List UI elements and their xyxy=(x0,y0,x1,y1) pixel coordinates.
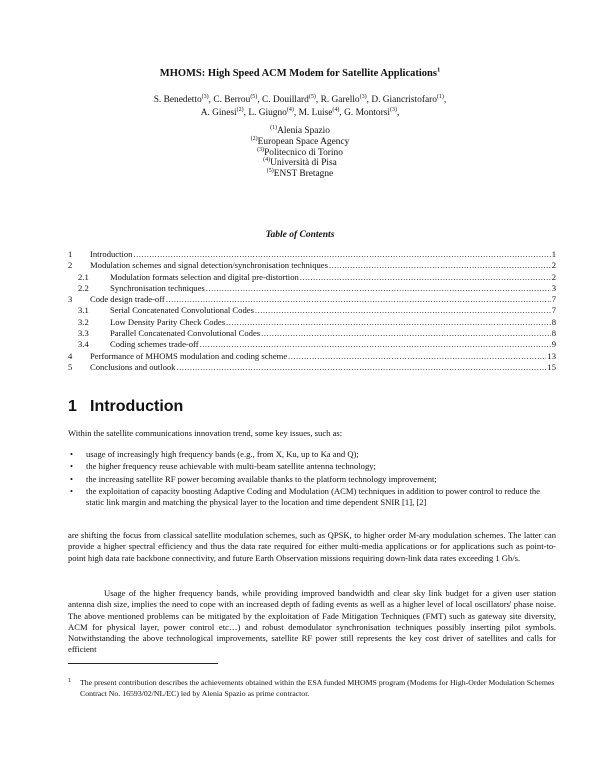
affiliation-name: Alenia Spazio xyxy=(277,126,330,136)
table-of-contents xyxy=(68,249,556,373)
affiliation-marker: (1) xyxy=(436,93,444,100)
affiliation-item xyxy=(0,169,600,180)
bullet-text: the exploitation of capacity boosting Adaptive Coding and Modulation (ACM) techniques in addition to power control to reduce the static link margin and matching the physical layer to the location and time dependent SNIR [1], [2] xyxy=(86,485,540,508)
toc-entry-title: Conclusions and outlook xyxy=(90,361,176,372)
paper-title xyxy=(0,68,600,79)
section-title: Introduction xyxy=(90,398,184,415)
toc-leader-dots xyxy=(288,351,546,362)
affiliation-name: European Space Agency xyxy=(257,136,350,147)
toc-entry-title: Serial Concatenated Convolutional Codes xyxy=(110,305,254,316)
toc-leader-dots xyxy=(166,294,551,305)
affiliation-marker: (2) xyxy=(250,135,258,142)
toc-entry-title: Performance of MHOMS modulation and coding scheme xyxy=(90,350,288,361)
affiliation-marker: (3) xyxy=(359,93,367,100)
toc-entry-number: 3 xyxy=(68,294,73,305)
author-list xyxy=(0,94,600,120)
affiliation-item xyxy=(0,148,600,159)
toc-entry[interactable] xyxy=(68,294,556,305)
toc-entry-number: 3.1 xyxy=(78,305,89,316)
bullet-icon: • xyxy=(70,449,74,459)
footnote-text: The present contribution describes the achievements obtained within the ESA funded MHOMS program (Modems for High-Order Modulation Schemes Contract No. 16593/02/NL/EC) led by Alenia Spazio as prime contractor. xyxy=(80,678,555,698)
toc-entry-title: Parallel Concatenated Convolutional Codes xyxy=(110,328,261,339)
footnote xyxy=(68,678,556,699)
toc-entry-number: 2.2 xyxy=(78,282,89,293)
toc-entry[interactable] xyxy=(68,362,556,373)
bullet-item xyxy=(68,474,556,485)
affiliation-item xyxy=(0,158,600,169)
affiliation-marker: (5) xyxy=(308,93,316,100)
toc-entry-title: Modulation schemes and signal detection/synchronisation techniques xyxy=(90,260,328,271)
toc-entry-page: 13 xyxy=(547,350,556,361)
toc-entry-page: 8 xyxy=(551,316,556,327)
bullet-item xyxy=(68,449,556,460)
toc-entry[interactable] xyxy=(68,339,556,350)
intro-paragraph: Within the satellite communications innovation trend, some key issues, such as: xyxy=(68,428,343,438)
affiliation-marker: (1) xyxy=(270,124,278,131)
footnote-mark: 1 xyxy=(68,678,71,684)
toc-entry-number: 3.2 xyxy=(78,316,89,327)
affiliation-marker: (4) xyxy=(263,157,271,164)
toc-leader-dots xyxy=(226,317,551,328)
affiliation-marker: (4) xyxy=(332,106,340,113)
toc-title: Table of Contents xyxy=(265,230,335,240)
toc-entry[interactable] xyxy=(68,351,556,362)
body-paragraph-3: Usage of the higher frequency bands, while providing improved bandwidth and clear sky link budget for a given user station antenna dish size, implies the need to cope with an increased depth of fading events as well as a higher level of local oscillators' phase noise. The above mentioned problems can be mitigated by the exploitation of Fade Mitigation Techniques (FMT) such as gateway site diversity, ACM for physical layer, power control etc…) and robust demodulator synchronisation techniques possibly inserting pilot symbols. Notwithstanding the above technological improvements, satellite RF power still represents the key cost driver of satellites and calls for efficient xyxy=(68,588,556,655)
author-line-2: A. Ginesi$^{(2)}$, L. Giugno$^{(4)}$, M. Luise$^{(4)}$, G. Montorsi$^{(3)}$, xyxy=(200,106,400,118)
affiliation-marker: (3) xyxy=(201,93,209,100)
toc-entry-number: 5 xyxy=(68,361,73,372)
toc-entry-page: 1 xyxy=(551,249,556,259)
affiliation-item xyxy=(0,126,600,137)
toc-entry-title: Low Density Parity Check Codes xyxy=(110,316,226,327)
toc-entry-title: Synchronisation techniques xyxy=(110,282,205,293)
bullet-icon: • xyxy=(70,461,74,472)
toc-entry[interactable] xyxy=(68,305,556,316)
author-line-1: S. Benedetto$^{(3)}$, C. Berrou$^{(5)}$, C. Douillard$^{(5)}$, R. Garello$^{(3)}$, D. Giancristofaro$^{(1)}$, xyxy=(153,93,447,105)
toc-leader-dots xyxy=(255,305,551,316)
toc-leader-dots xyxy=(176,362,546,373)
toc-entry-number: 3.4 xyxy=(78,339,89,350)
paper-title-text: MHOMS: High Speed ACM Modem for Satellite Applications xyxy=(159,68,437,79)
toc-entry-page: 2 xyxy=(551,260,556,271)
bullet-text: the increasing satellite RF power becoming available thanks to the platform technology improvement; xyxy=(86,473,437,484)
toc-entry-page: 2 xyxy=(551,271,556,282)
affiliation-marker: (4) xyxy=(286,106,294,113)
toc-entry[interactable] xyxy=(68,328,556,339)
toc-entry-title: Introduction xyxy=(90,249,133,259)
toc-entry-number: 1 xyxy=(68,249,73,259)
toc-entry-page: 7 xyxy=(551,305,556,316)
affiliation-marker: (3) xyxy=(257,146,265,153)
toc-entry[interactable] xyxy=(68,283,556,294)
affiliation-item xyxy=(0,137,600,148)
toc-entry-title: Modulation formats selection and digital pre-distortion xyxy=(110,271,299,282)
bullet-icon: • xyxy=(70,485,74,496)
toc-entry-page: 7 xyxy=(551,294,556,305)
toc-entry-page: 9 xyxy=(551,339,556,350)
bullet-item xyxy=(68,486,556,509)
title-footnote-mark: 1 xyxy=(436,66,441,74)
toc-entry-number: 3.3 xyxy=(78,328,89,339)
affiliation-marker: (2) xyxy=(236,106,244,113)
toc-entry-page: 8 xyxy=(551,328,556,339)
affiliation-marker: (5) xyxy=(250,93,258,100)
affiliation-list xyxy=(0,126,600,180)
bullet-text: usage of increasingly high frequency bands (e.g., from X, Ku, up to Ka and Q); xyxy=(86,449,359,459)
toc-entry-title: Coding schemes trade-off xyxy=(110,339,199,350)
toc-leader-dots xyxy=(133,249,550,260)
toc-entry-page: 15 xyxy=(547,361,556,372)
toc-entry-title: Code design trade-off xyxy=(90,294,165,305)
toc-leader-dots xyxy=(261,328,551,339)
bullet-icon: • xyxy=(70,473,74,484)
body-paragraph-2: are shifting the focus from classical satellite modulation schemes, such as QPSK, to higher order M-ary modulation schemes. The latter can provide a higher spectral efficiency and thus the data rate required for either multi-media applications or for applications such as point-to-point high data rate backbone connectivity, and future Earth Observation missions requiring down-link data rates exceeding 1 Gb/s. xyxy=(68,530,556,563)
toc-leader-dots xyxy=(300,272,551,283)
toc-entry-number: 4 xyxy=(68,350,73,361)
affiliation-marker: (5) xyxy=(266,168,274,175)
toc-entry[interactable] xyxy=(68,249,556,260)
affiliation-name: ENST Bretagne xyxy=(273,169,334,180)
affiliation-marker: (3) xyxy=(389,106,397,113)
affiliation-name: Politecnico di Torino xyxy=(264,147,343,158)
toc-leader-dots xyxy=(206,283,551,294)
footnote-rule xyxy=(68,663,218,664)
toc-entry-number: 2.1 xyxy=(78,271,89,282)
toc-entry-page: 3 xyxy=(551,282,556,293)
toc-leader-dots xyxy=(329,260,551,271)
bullet-list xyxy=(68,449,556,509)
bullet-item xyxy=(68,461,556,472)
toc-leader-dots xyxy=(200,339,551,350)
toc-entry-number: 2 xyxy=(68,260,73,271)
affiliation-name: Università di Pisa xyxy=(270,158,337,169)
section-heading xyxy=(68,398,183,416)
bullet-text: the higher frequency reuse achievable with multi-beam satellite antenna technology; xyxy=(86,461,376,472)
toc-entry[interactable] xyxy=(68,260,556,271)
toc-entry[interactable] xyxy=(68,317,556,328)
section-number: 1 xyxy=(68,398,77,415)
toc-entry[interactable] xyxy=(68,272,556,283)
